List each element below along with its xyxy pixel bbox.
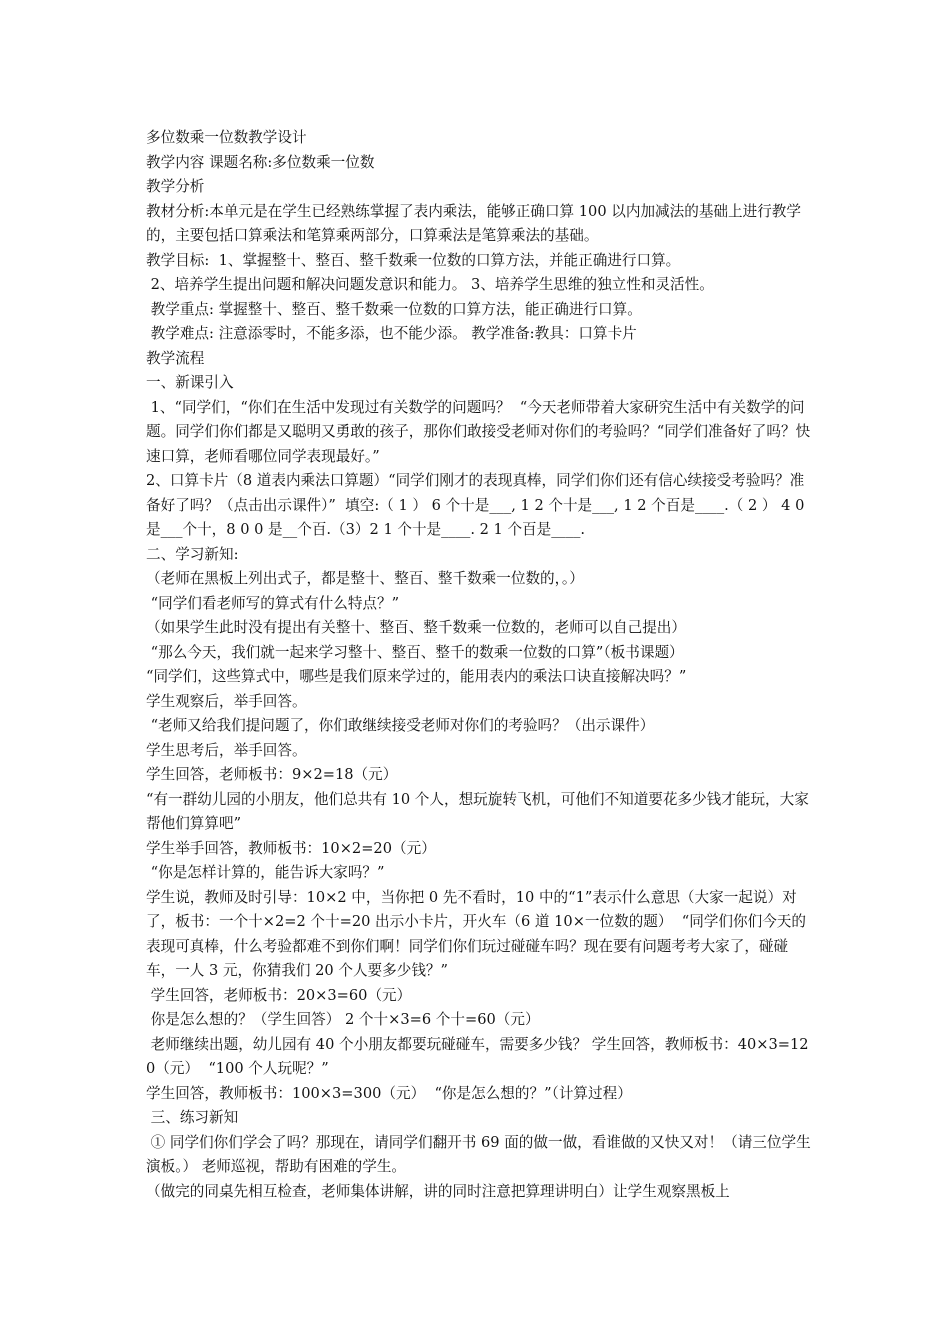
section-heading-process: 教学流程 xyxy=(146,349,205,367)
paragraph-line: 学生回答，老师板书：9×2=18（元） xyxy=(146,766,398,783)
paragraph-goals-continued: 2、培养学生提出问题和解决问题发意识和能力。 3、培养学生思维的独立性和灵活性。 xyxy=(146,276,714,293)
paragraph-key-points: 教学重点: 掌握整十、整百、整千数乘一位数的口算方法，能正确进行口算。 xyxy=(146,300,642,318)
paragraph-line: ① 同学们你们学会了吗？那现在，请同学们翻开书 69 面的做一做，看谁做的又快又对！（请三位学生演板。） 老师巡视，帮助有困难的学生。 xyxy=(146,1133,811,1175)
paragraph-line: 你是怎么想的？（学生回答） 2 个十×3=6 个十=60（元） xyxy=(146,1011,540,1028)
paragraph-line: 学生说，教师及时引导：10×2 中，当你把 0 先不看时，10 中的“1”表示什么意思（大家一起说）对了，板书：一个十×2=2 个十=20 出示小卡片，开火车（6 道 10×一位数的题） “同学们你们今天的表现可真棒，什么考验都难不到你们啊！同学们你们玩过碰碰车吗？现在要有问题考考大家了，碰碰车，一人 3 元，你猜我们 20 个人要多少钱？” xyxy=(146,888,806,979)
paragraph-difficulties: 教学难点: 注意添零时，不能多添，也不能少添。 教学准备:教具：口算卡片 xyxy=(146,325,637,342)
paragraph-intro-2: 2、口算卡片（8 道表内乘法口算题）“同学们刚才的表现真棒，同学们你们还有信心续接受考验吗？准备好了吗？（点击出示课件）” 填空:（ 1 ） 6 个十是___, 1 2 个十是___, 1 2 个百是____.（ 2 ） 4 0 是___个十，8 0 0 是__个百.（3）2 1 个十是____. 2 1 个百是____. xyxy=(146,472,810,538)
paragraph-line: 学生回答，教师板书：100×3=300（元） “你是怎么想的？”（计算过程） xyxy=(146,1084,632,1102)
course-info: 教学内容 课题名称:多位数乘一位数 xyxy=(146,153,375,171)
paragraph-line: 学生回答，老师板书：20×3=60（元） xyxy=(146,986,412,1004)
paragraph-line: 老师继续出题，幼儿园有 40 个小朋友都要玩碰碰车，需要多少钱？ 学生回答，教师板书：40×3=120（元） “100 个人玩呢？” xyxy=(146,1035,809,1077)
paragraph-line: （老师在黑板上列出式子，都是整十、整百、整千数乘一位数的，。） xyxy=(146,570,584,587)
section-heading-intro: 一、新课引入 xyxy=(146,374,234,391)
section-heading-new-knowledge: 二、学习新知: xyxy=(146,545,239,563)
paragraph-line: 学生思考后，举手回答。 xyxy=(146,741,307,759)
paragraph-line: “有一群幼儿园的小朋友，他们总共有 10 个人，想玩旋转飞机，可他们不知道要花多少钱才能玩，大家帮他们算算吧” xyxy=(146,790,809,832)
paragraph-line: “同学们，这些算式中，哪些是我们原来学过的，能用表内的乘法口诀直接解决吗？” xyxy=(146,668,687,685)
paragraph-line: “同学们看老师写的算式有什么特点？” xyxy=(146,594,400,612)
paragraph-line: “那么今天，我们就一起来学习整十、整百、整千的数乘一位数的口算”（板书课题） xyxy=(146,643,684,661)
paragraph-teaching-goals: 教学目标: 1、掌握整十、整百、整千数乘一位数的口算方法，并能正确进行口算。 xyxy=(146,251,681,269)
document-body xyxy=(146,126,814,1204)
paragraph-intro-1: 1、“同学们，“你们在生活中发现过有关数学的问题吗？ “今天老师带着大家研究生活中有关数学的问题。同学们你们都是又聪明又勇敢的孩子，那你们敢接受老师对你们的考验吗？“同学们准备好了吗？快速口算，老师看哪位同学表现最好。” xyxy=(146,398,811,465)
paragraph-line: “你是怎样计算的，能告诉大家吗？” xyxy=(146,864,385,881)
paragraph-line: （如果学生此时没有提出有关整十、整百、整千数乘一位数的，老师可以自己提出） xyxy=(146,619,686,636)
section-heading-analysis: 教学分析 xyxy=(146,178,205,195)
paragraph-line: “老师又给我们提问题了，你们敢继续接受老师对你们的考验吗？（出示课件） xyxy=(146,717,655,734)
document-title: 多位数乘一位数教学设计 xyxy=(146,129,307,146)
paragraph-line: 学生举手回答，教师板书：10×2=20（元） xyxy=(146,839,436,857)
section-heading-practice: 三、练习新知 xyxy=(146,1109,239,1126)
paragraph-line: （做完的同桌先相互检查，老师集体讲解，讲的同时注意把算理讲明白）让学生观察黑板上 xyxy=(146,1182,730,1200)
paragraph-textbook-analysis: 教材分析:本单元是在学生已经熟练掌握了表内乘法，能够正确口算 100 以内加减法的基础上进行教学的，主要包括口算乘法和笔算乘两部分，口算乘法是笔算乘法的基础。 xyxy=(146,202,801,244)
paragraph-line: 学生观察后，举手回答。 xyxy=(146,692,307,710)
